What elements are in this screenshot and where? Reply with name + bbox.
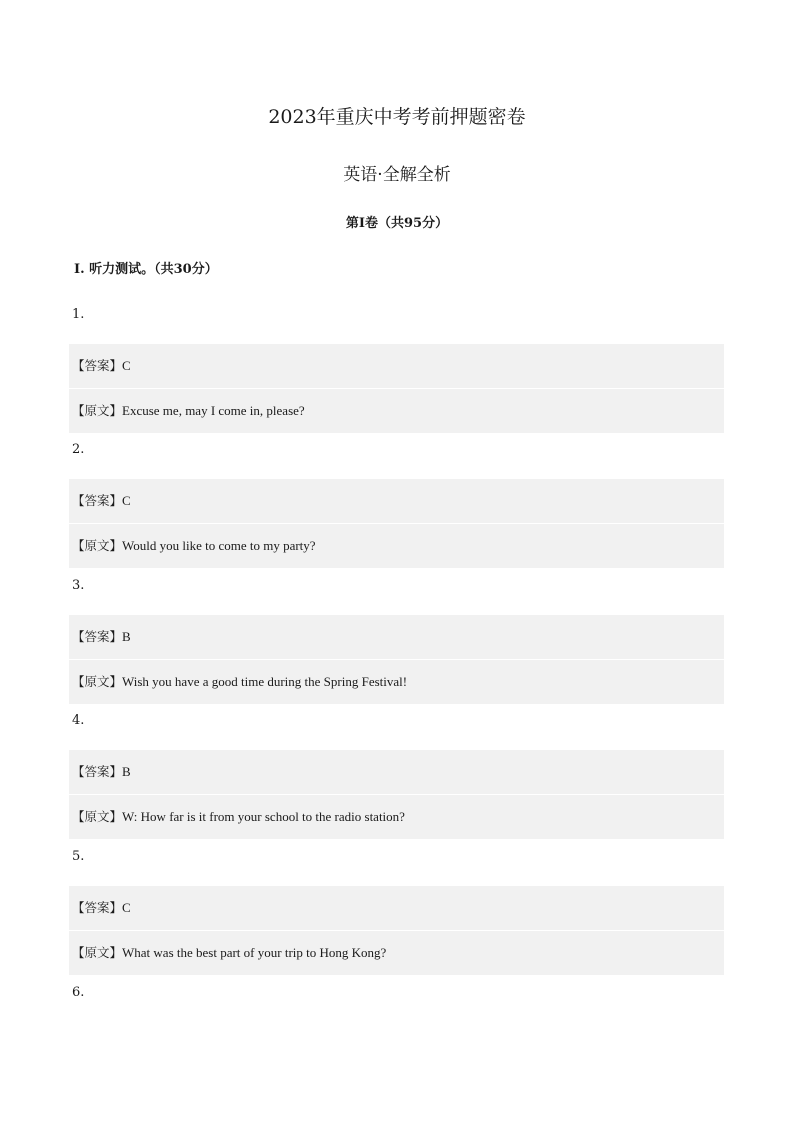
original-text: Would you like to come to my party? xyxy=(122,538,316,553)
original-text: Wish you have a good time during the Spring Festival! xyxy=(122,674,408,689)
document-subtitle: 英语·全解全析 xyxy=(343,165,451,185)
original-row xyxy=(69,388,724,433)
answer-block xyxy=(69,886,724,975)
answer-row xyxy=(69,479,724,523)
answer-row xyxy=(69,344,724,388)
answer-row xyxy=(69,615,724,659)
answer-value: C xyxy=(122,900,131,915)
original-row xyxy=(69,659,724,704)
original-row xyxy=(69,523,724,568)
answer-label: 【答案】 xyxy=(72,493,123,508)
original-label: 【原文】 xyxy=(72,403,123,418)
answer-value: C xyxy=(122,493,131,508)
answer-label: 【答案】 xyxy=(72,900,123,915)
question-number: 2. xyxy=(72,442,85,457)
answer-row xyxy=(69,886,724,930)
document-title: 2023年重庆中考考前押题密卷 xyxy=(268,106,526,128)
answer-block xyxy=(69,344,724,433)
answer-label: 【答案】 xyxy=(72,764,123,779)
original-row xyxy=(69,794,724,839)
original-text: Excuse me, may I come in, please? xyxy=(122,403,305,418)
question-number: 4. xyxy=(72,713,85,728)
question-number: 5. xyxy=(72,849,85,864)
answer-block xyxy=(69,750,724,839)
question-number: 6. xyxy=(72,985,85,1000)
original-label: 【原文】 xyxy=(72,538,123,553)
section-heading: Ⅰ. 听力测试。（共30分） xyxy=(74,262,218,277)
answer-value: B xyxy=(122,764,131,779)
question-number: 1. xyxy=(72,307,85,322)
answer-value: B xyxy=(122,629,131,644)
answer-label: 【答案】 xyxy=(72,629,123,644)
question-number: 3. xyxy=(72,578,85,593)
original-row xyxy=(69,930,724,975)
original-text: W: How far is it from your school to the radio station? xyxy=(122,809,405,824)
original-label: 【原文】 xyxy=(72,674,123,689)
answer-row xyxy=(69,750,724,794)
answer-block xyxy=(69,615,724,704)
original-label: 【原文】 xyxy=(72,809,123,824)
volume-heading: 第Ⅰ卷（共95分） xyxy=(345,216,449,231)
answer-value: C xyxy=(122,358,131,373)
original-label: 【原文】 xyxy=(72,945,123,960)
answer-block xyxy=(69,479,724,568)
original-text: What was the best part of your trip to Hong Kong? xyxy=(122,945,387,960)
answer-label: 【答案】 xyxy=(72,358,123,373)
